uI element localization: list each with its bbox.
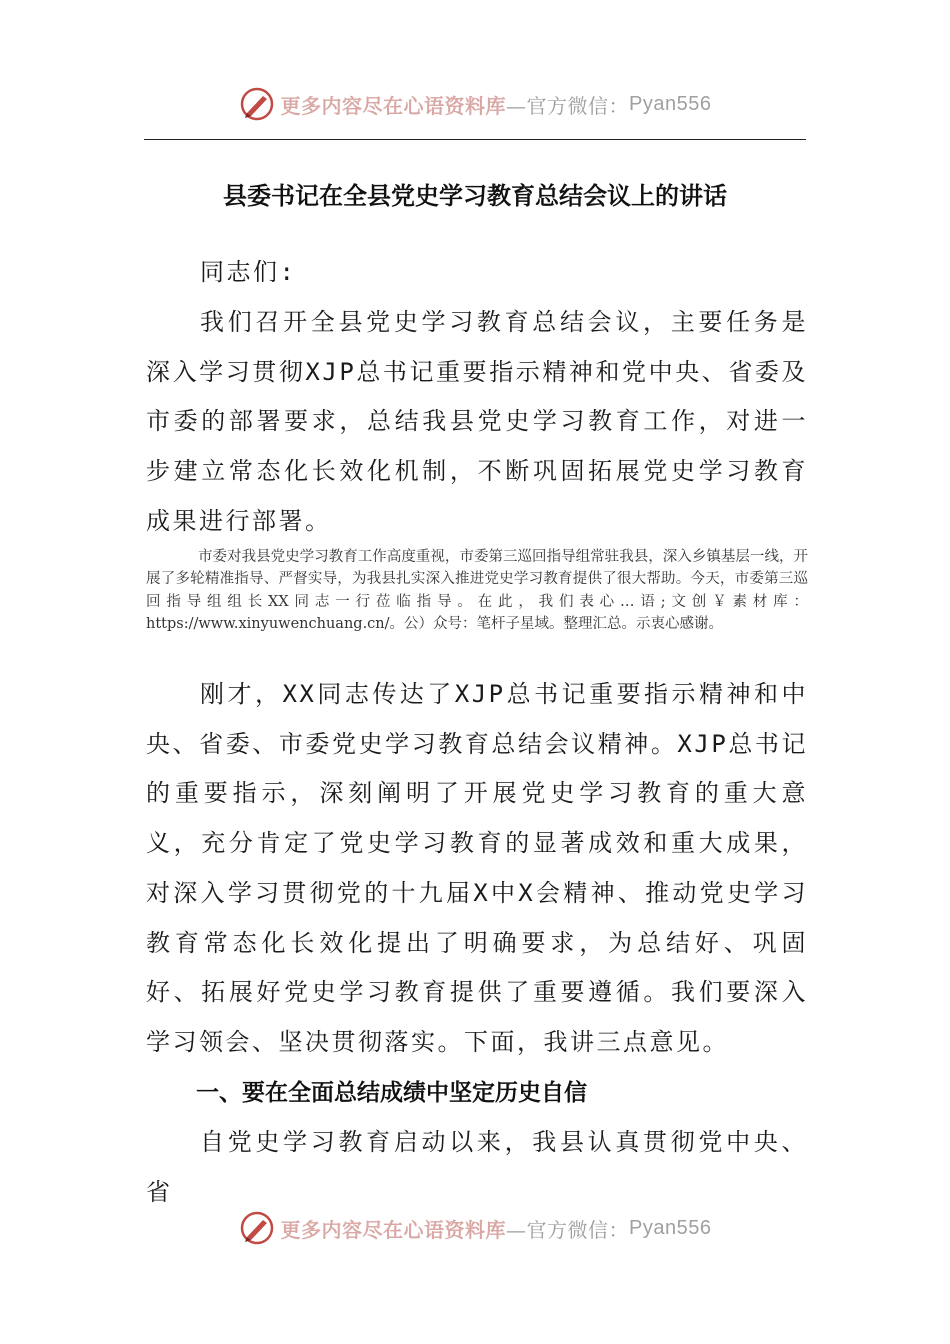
header-rule: [144, 139, 806, 140]
paragraph-1: 我们召开全县党史学习教育总结会议，主要任务是深入学习贯彻XJP总书记重要指示精神和党中央、省委及市委的部署要求，总结我县党史学习教育工作，对进一步建立常态化长效化机制，不断巩固拓展党史学习教育成果进行部署。: [146, 308, 808, 535]
watermark-sub-text: —官方微信：: [506, 93, 630, 118]
salutation: 同志们:: [200, 258, 297, 286]
watermark-main-text: 更多内容尽在心语资料库: [280, 93, 507, 118]
small-paragraph: 市委对我县党史学习教育工作高度重视，市委第三巡回指导组常驻我县，深入乡镇基层一线，开展了多轮精准指导、严督实导，为我县扎实深入推进党史学习教育提供了很大帮助。今天，市委第三巡回指导组组长XX同志一行莅临指导。在此，我们表心…语;文创￥素材库：https://www.xinyuwenchuang.cn/。公）众号：笔杆子星域。整理汇总。示衷心感谢。: [146, 549, 808, 633]
watermark-sub-text: —官方微信：: [506, 1217, 630, 1242]
paragraph-2: 刚才，XX同志传达了XJP总书记重要指示精神和中央、省委、市委党史学习教育总结会议精神。XJP总书记的重要指示，深刻阐明了开展党史学习教育的重大意义，充分肯定了党史学习教育的显著成效和重大成果，对深入学习贯彻党的十九届X中X会精神、推动党史学习教育常态化长效化提出了明确要求，为总结好、巩固好、拓展好党史学习教育提供了重要遵循。我们要深入学习领会、坚决贯彻落实。下面，我讲三点意见。: [146, 680, 808, 1056]
footer-watermark: [0, 1206, 950, 1250]
document-title: 县委书记在全县党史学习教育总结会议上的讲话: [223, 181, 727, 210]
pen-logo-icon: [239, 86, 275, 122]
paragraph-3: 自党史学习教育启动以来，我县认真贯彻党中央、省: [146, 1128, 808, 1206]
watermark-id-text: Pyan556: [629, 1216, 712, 1239]
watermark-main-text: 更多内容尽在心语资料库: [280, 1217, 507, 1242]
header-watermark: [0, 82, 950, 126]
pen-logo-icon: [239, 1210, 275, 1246]
section-heading-1: 一、要在全面总结成绩中坚定历史自信: [196, 1080, 587, 1106]
watermark-id-text: Pyan556: [629, 92, 712, 115]
